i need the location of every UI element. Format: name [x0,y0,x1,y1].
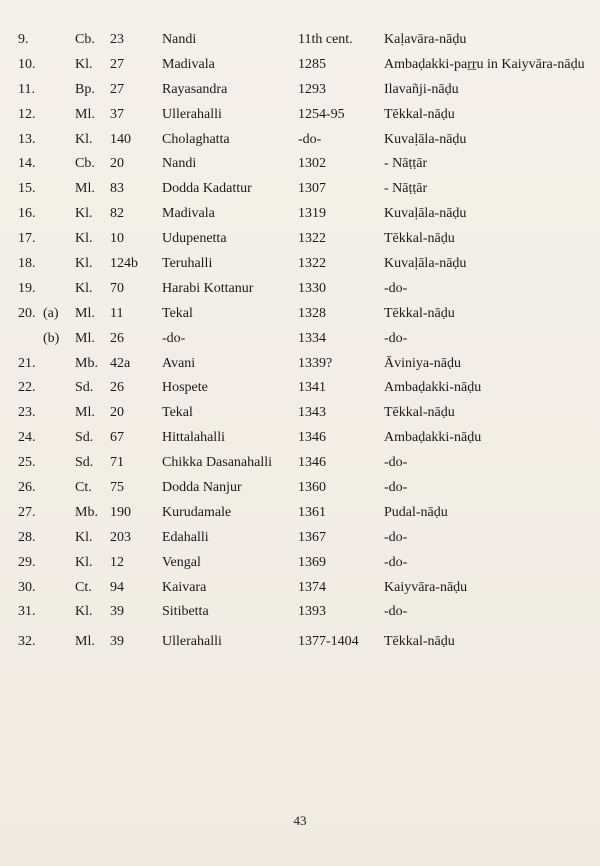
inscription-number: 26 [110,380,124,396]
district-code: Kl. [75,604,93,620]
place-name: Sitibetta [162,604,209,620]
nadu-name: Tēkkal-nāḍu [384,405,455,421]
place-name: Udupenetta [162,231,227,247]
inscription-number: 39 [110,604,124,620]
inscription-number: 27 [110,81,124,97]
table-row [0,202,600,227]
district-code: Sd. [75,455,94,471]
row-number: 17. [18,231,36,247]
date: 1319 [298,206,326,222]
table-row [0,177,600,202]
table-row [0,352,600,377]
nadu-name: -do- [384,529,408,545]
place-name: Cholaghatta [162,131,230,147]
inscription-number: 70 [110,280,124,296]
district-code: Ml. [75,330,95,346]
nadu-name: -do- [384,280,408,296]
nadu-name: Pudal-nāḍu [384,504,448,520]
date: 1369 [298,554,326,570]
nadu-name: Tēkkal-nāḍu [384,106,455,122]
date: 1322 [298,231,326,247]
date: 1346 [298,430,326,446]
place-name: Nandi [162,32,197,47]
nadu-name: Tēkkal-nāḍu [384,305,455,321]
row-number: 25. [18,455,36,471]
inscription-number: 67 [110,430,124,446]
date: 1360 [298,480,326,496]
inscription-number: 26 [110,330,124,346]
nadu-name: Kuvaḷāla-nāḍu [384,131,467,147]
district-code: Ml. [75,634,95,650]
row-subindex: (a) [43,305,59,321]
place-name: Avani [162,355,196,371]
row-number: 23. [18,405,36,421]
row-number: 18. [18,256,36,272]
row-number: 10. [18,56,36,72]
nadu-name: -do- [384,554,408,570]
district-code: Ml. [75,305,95,321]
place-name: Hittalahalli [162,430,225,446]
place-name: -do- [162,330,186,346]
nadu-name: Tēkkal-nāḍu [384,231,455,247]
date: 1367 [298,529,326,545]
date: 1361 [298,504,326,520]
nadu-name: Ambaḍakki-nāḍu [384,380,482,396]
place-name: Hospete [162,380,208,396]
table-row [0,103,600,128]
place-name: Vengal [162,554,201,570]
inscription-number: 203 [110,529,131,545]
district-code: Ml. [75,405,95,421]
nadu-name: Āviniya-nāḍu [384,355,461,371]
district-code: Mb. [75,355,98,371]
inscription-number: 71 [110,455,124,471]
inscription-number: 140 [110,131,131,147]
row-number: 16. [18,206,36,222]
table-row [0,401,600,426]
table-row [0,376,600,401]
date: 1377-1404 [298,634,359,650]
inscription-number: 27 [110,56,124,72]
table-row [0,576,600,601]
inscription-number: 11 [110,305,124,321]
row-number: 11. [18,81,35,97]
district-code: Kl. [75,56,93,72]
date: 1330 [298,280,326,296]
date: 1341 [298,380,326,396]
nadu-name: Kaḷavāra-nāḍu [384,32,467,47]
inscription-number: 83 [110,181,124,197]
district-code: Sd. [75,380,94,396]
district-code: Mb. [75,504,98,520]
row-number: 9. [18,32,29,47]
district-code: Ml. [75,106,95,122]
row-number: 24. [18,430,36,446]
district-code: Cb. [75,32,95,47]
district-code: Kl. [75,280,93,296]
inscription-number: 12 [110,554,124,570]
inscription-number: 10 [110,231,124,247]
table-row [0,28,600,53]
table-row [0,152,600,177]
inscription-number: 82 [110,206,124,222]
inscription-number: 94 [110,579,124,595]
date: 1334 [298,330,326,346]
table-row [0,128,600,153]
date: 1254-95 [298,106,345,122]
nadu-name: Tēkkal-nāḍu [384,634,455,650]
date: 1328 [298,305,326,321]
date: 1302 [298,156,326,172]
date: 11th cent. [298,32,353,47]
row-number: 15. [18,181,36,197]
place-name: Nandi [162,156,197,172]
place-name: Kurudamale [162,504,232,520]
row-number: 13. [18,131,36,147]
inscription-number: 20 [110,405,124,421]
district-code: Kl. [75,231,93,247]
nadu-name: -do- [384,455,408,471]
table-row [0,277,600,302]
inscription-number: 37 [110,106,124,122]
table-row [0,426,600,451]
place-name: Rayasandra [162,81,228,97]
district-code: Ct. [75,579,92,595]
district-code: Kl. [75,554,93,570]
row-subindex: (b) [43,330,60,346]
date: 1346 [298,455,326,471]
district-code: Kl. [75,529,93,545]
place-name: Dodda Nanjur [162,480,242,496]
place-name: Tekal [162,305,193,321]
nadu-name: - Nāṭṭār [384,181,428,197]
place-name: Ullerahalli [162,634,222,650]
table-row [0,451,600,476]
date: 1339? [298,355,333,371]
row-number: 21. [18,355,36,371]
district-code: Sd. [75,430,94,446]
row-number: 32. [18,634,36,650]
place-name: Madivala [162,206,215,222]
district-code: Ml. [75,181,95,197]
place-name: Ullerahalli [162,106,222,122]
table-row [0,302,600,327]
place-name: Dodda Kadattur [162,181,252,197]
table-row [0,600,600,625]
nadu-name: - Nāṭṭār [384,156,428,172]
table-row [0,526,600,551]
nadu-name: Kaiyvāra-nāḍu [384,579,468,595]
row-number: 28. [18,529,36,545]
nadu-name: -do- [384,330,408,346]
nadu-name: Kuvaḷāla-nāḍu [384,256,467,272]
district-code: Kl. [75,131,93,147]
date: 1293 [298,81,326,97]
district-code: Ct. [75,480,92,496]
date: 1285 [298,56,326,72]
inscription-table [0,28,600,655]
row-number: 31. [18,604,36,620]
table-row [0,501,600,526]
page-number: 43 [293,813,307,828]
nadu-name: Ambaḍakki-nāḍu [384,430,482,446]
date: 1322 [298,256,326,272]
date: 1307 [298,181,326,197]
inscription-number: 20 [110,156,124,172]
nadu-name: Ilavañji-nāḍu [384,81,459,97]
date: 1393 [298,604,326,620]
nadu-name: Ambaḍakki-paṟṟu in Kaiyvāra-nāḍu [384,56,585,72]
row-number: 26. [18,480,36,496]
place-name: Chikka Dasanahalli [162,455,273,471]
place-name: Madivala [162,56,215,72]
nadu-name: Kuvaḷāla-nāḍu [384,206,467,222]
district-code: Kl. [75,206,93,222]
table-row [0,252,600,277]
table-row [0,78,600,103]
row-number: 27. [18,504,36,520]
row-number: 19. [18,280,36,296]
district-code: Cb. [75,156,95,172]
row-number: 14. [18,156,36,172]
row-number: 20. [18,305,36,321]
row-number: 29. [18,554,36,570]
district-code: Bp. [75,81,95,97]
date: 1374 [298,579,326,595]
table-row [0,551,600,576]
row-number: 22. [18,380,36,396]
place-name: Teruhalli [162,256,213,272]
row-number: 12. [18,106,36,122]
table-row [0,327,600,352]
inscription-number: 39 [110,634,124,650]
place-name: Tekal [162,405,193,421]
table-row [0,53,600,78]
place-name: Kaivara [162,579,207,595]
nadu-name: -do- [384,604,408,620]
row-number: 30. [18,579,36,595]
district-code: Kl. [75,256,93,272]
table-row [0,227,600,252]
inscription-number: 42a [110,355,131,371]
inscription-number: 75 [110,480,124,496]
nadu-name: -do- [384,480,408,496]
inscription-number: 190 [110,504,131,520]
inscription-number: 124b [110,256,138,272]
place-name: Edahalli [162,529,209,545]
date: 1343 [298,405,326,421]
date: -do- [298,131,322,147]
table-row [0,630,600,655]
table-row [0,476,600,501]
place-name: Harabi Kottanur [162,280,254,296]
inscription-number: 23 [110,32,124,47]
